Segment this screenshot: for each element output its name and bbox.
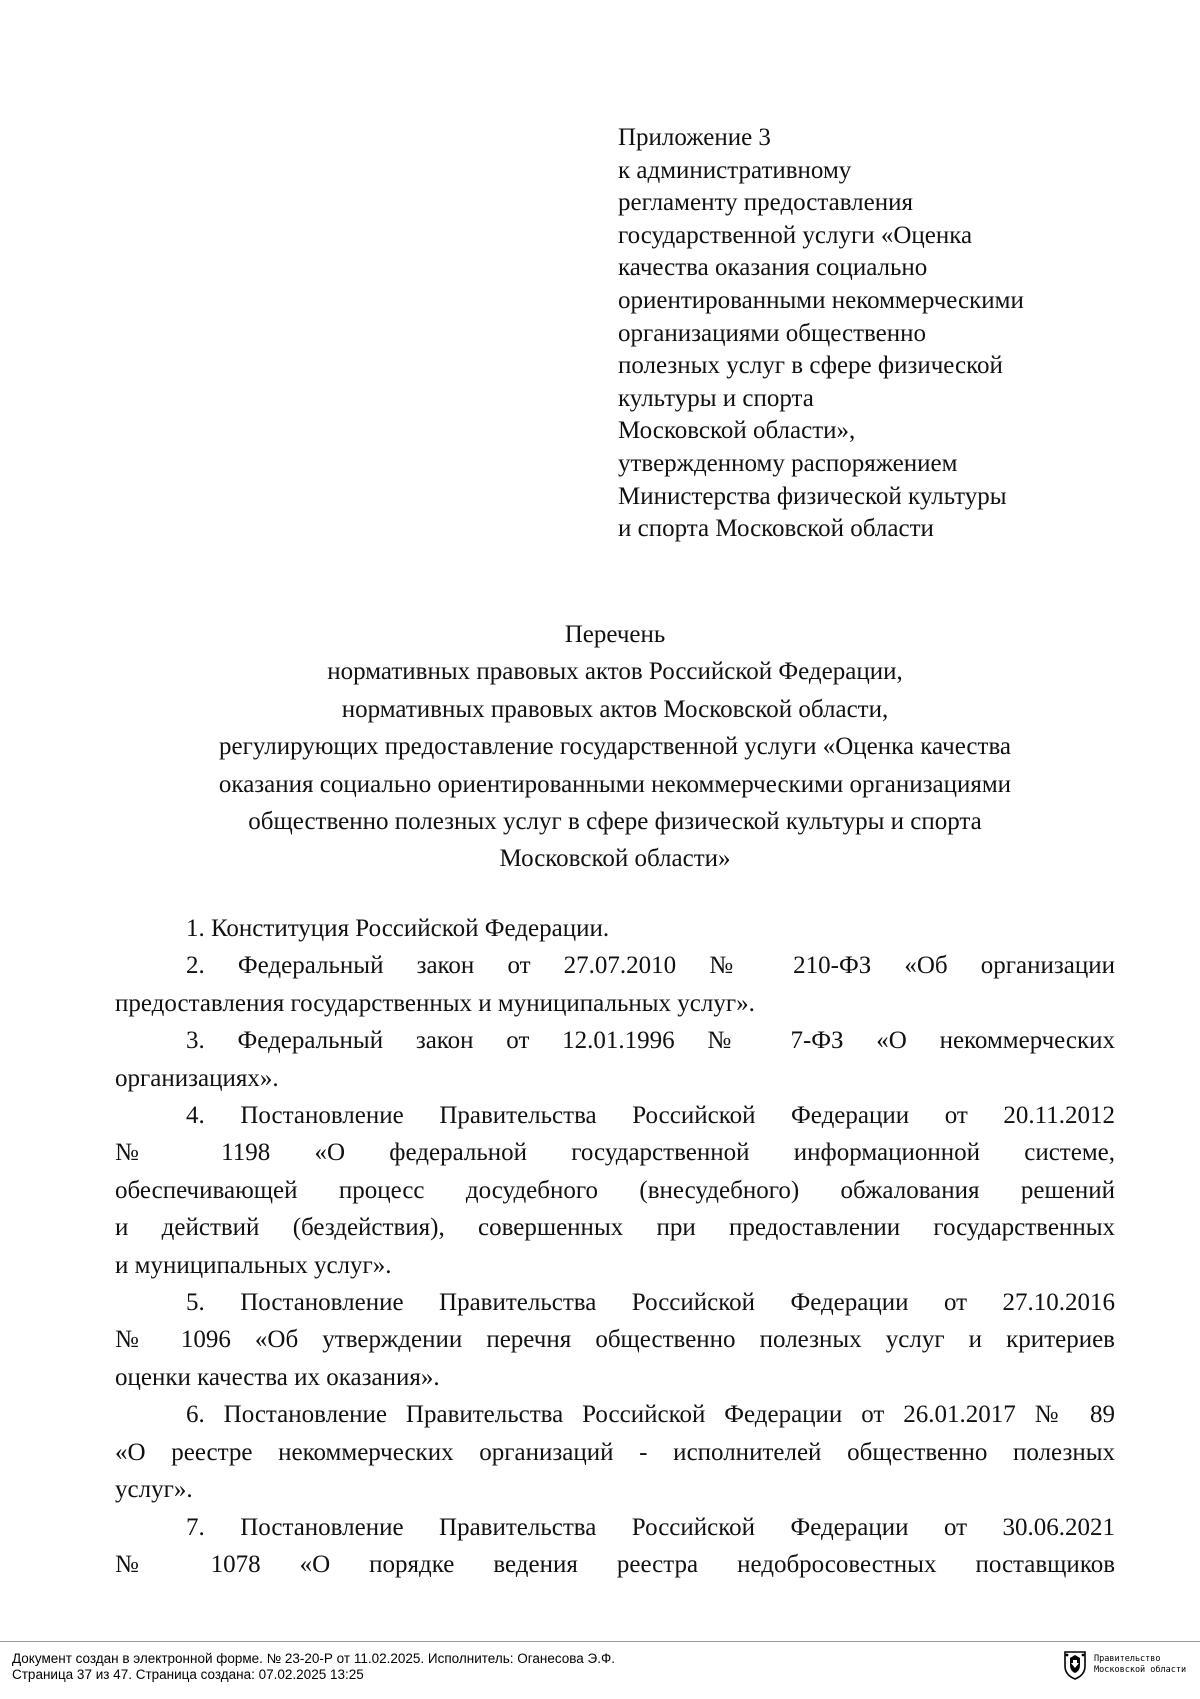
logo-caption-line2: Московской области xyxy=(1094,1665,1187,1675)
title-line: общественно полезных услуг в сфере физической культуры и спорта xyxy=(248,808,982,836)
document-title xyxy=(115,616,1115,878)
list-item-line: № 1198 «О федеральной государственной информационной системе, xyxy=(115,1139,1115,1167)
appendix-line: и спорта Московской области xyxy=(618,515,934,543)
list-item-line: 4. Постановление Правительства Российской Федерации от 20.11.2012 xyxy=(186,1102,1115,1130)
list-item-line: обеспечивающей процесс досудебного (внесудебного) обжалования решений xyxy=(115,1176,1115,1204)
list-item-line: 6. Постановление Правительства Российской Федерации от 26.01.2017 № 89 xyxy=(186,1401,1115,1429)
legal-acts-list xyxy=(115,910,1115,1583)
title-line: нормативных правовых актов Московской области, xyxy=(341,695,889,723)
appendix-header xyxy=(618,122,1138,546)
list-item xyxy=(115,1097,1115,1284)
appendix-line: регламенту предоставления xyxy=(618,189,914,217)
list-item xyxy=(115,910,1115,947)
title-line: Московской области» xyxy=(499,845,731,873)
appendix-line: Приложение 3 xyxy=(618,124,771,151)
list-item xyxy=(115,947,1115,1022)
list-item xyxy=(115,1396,1115,1508)
title-line: нормативных правовых актов Российской Федерации, xyxy=(327,658,903,686)
appendix-line: качества оказания социально xyxy=(618,254,928,282)
page-footer xyxy=(0,1641,1200,1699)
logo-caption xyxy=(1094,1654,1186,1676)
title-heading: Перечень xyxy=(564,621,666,648)
list-item-line: организациях». xyxy=(115,1064,279,1092)
coat-of-arms-icon xyxy=(1062,1650,1088,1680)
government-logo xyxy=(1062,1650,1186,1680)
list-item-line: «О реестре некоммерческих организаций - исполнителей общественно полезных xyxy=(115,1438,1115,1466)
list-item-line: 5. Постановление Правительства Российской Федерации от 27.10.2016 xyxy=(186,1289,1115,1317)
logo-caption-line1: Правительство xyxy=(1094,1654,1161,1664)
appendix-line: утвержденному распоряжением xyxy=(618,449,958,477)
appendix-line: полезных услуг в сфере физической xyxy=(618,352,1003,380)
footer-line-page: Страница 37 из 47. Страница создана: 07.02.2025 13:25 xyxy=(12,1667,364,1682)
title-line: регулирующих предоставление государственной услуги «Оценка качества xyxy=(218,733,1012,761)
list-item-line: и действий (бездействия), совершенных при предоставлении государственных xyxy=(115,1214,1115,1242)
appendix-line: государственной услуги «Оценка xyxy=(618,221,973,249)
list-item-line: 7. Постановление Правительства Российской Федерации от 30.06.2021 xyxy=(186,1513,1115,1541)
list-item-line: 3. Федеральный закон от 12.01.1996 № 7-ФЗ «О некоммерческих xyxy=(186,1027,1115,1055)
footer-info xyxy=(12,1651,615,1683)
appendix-line: ориентированными некоммерческими xyxy=(618,286,1024,314)
list-item-line: предоставления государственных и муниципальных услуг». xyxy=(115,989,755,1017)
list-item xyxy=(115,1284,1115,1396)
appendix-line: Министерства физической культуры xyxy=(618,482,1007,510)
list-item xyxy=(115,1022,1115,1097)
appendix-line: культуры и спорта xyxy=(618,384,814,412)
list-item xyxy=(115,1509,1115,1584)
appendix-line: к административному xyxy=(618,156,852,184)
title-line: оказания социально ориентированными некоммерческими организациями xyxy=(218,770,1012,798)
appendix-line: организациями общественно xyxy=(618,319,927,347)
appendix-line: Московской области», xyxy=(618,417,856,445)
list-item-line: 1. Конституция Российской Федерации. xyxy=(186,915,610,942)
list-item-line: услуг». xyxy=(115,1476,193,1504)
list-item-line: № 1096 «Об утверждении перечня общественно полезных услуг и критериев xyxy=(115,1326,1115,1354)
list-item-line: и муниципальных услуг». xyxy=(115,1251,392,1279)
list-item-line: оценки качества их оказания». xyxy=(115,1363,440,1391)
list-item-line: 2. Федеральный закон от 27.07.2010 № 210-ФЗ «Об организации xyxy=(186,952,1115,980)
footer-line-document: Документ создан в электронной форме. № 23-20-Р от 11.02.2025. Исполнитель: Оганесова Э.Ф. xyxy=(12,1651,615,1666)
list-item-line: № 1078 «О порядке ведения реестра недобросовестных поставщиков xyxy=(115,1550,1115,1578)
